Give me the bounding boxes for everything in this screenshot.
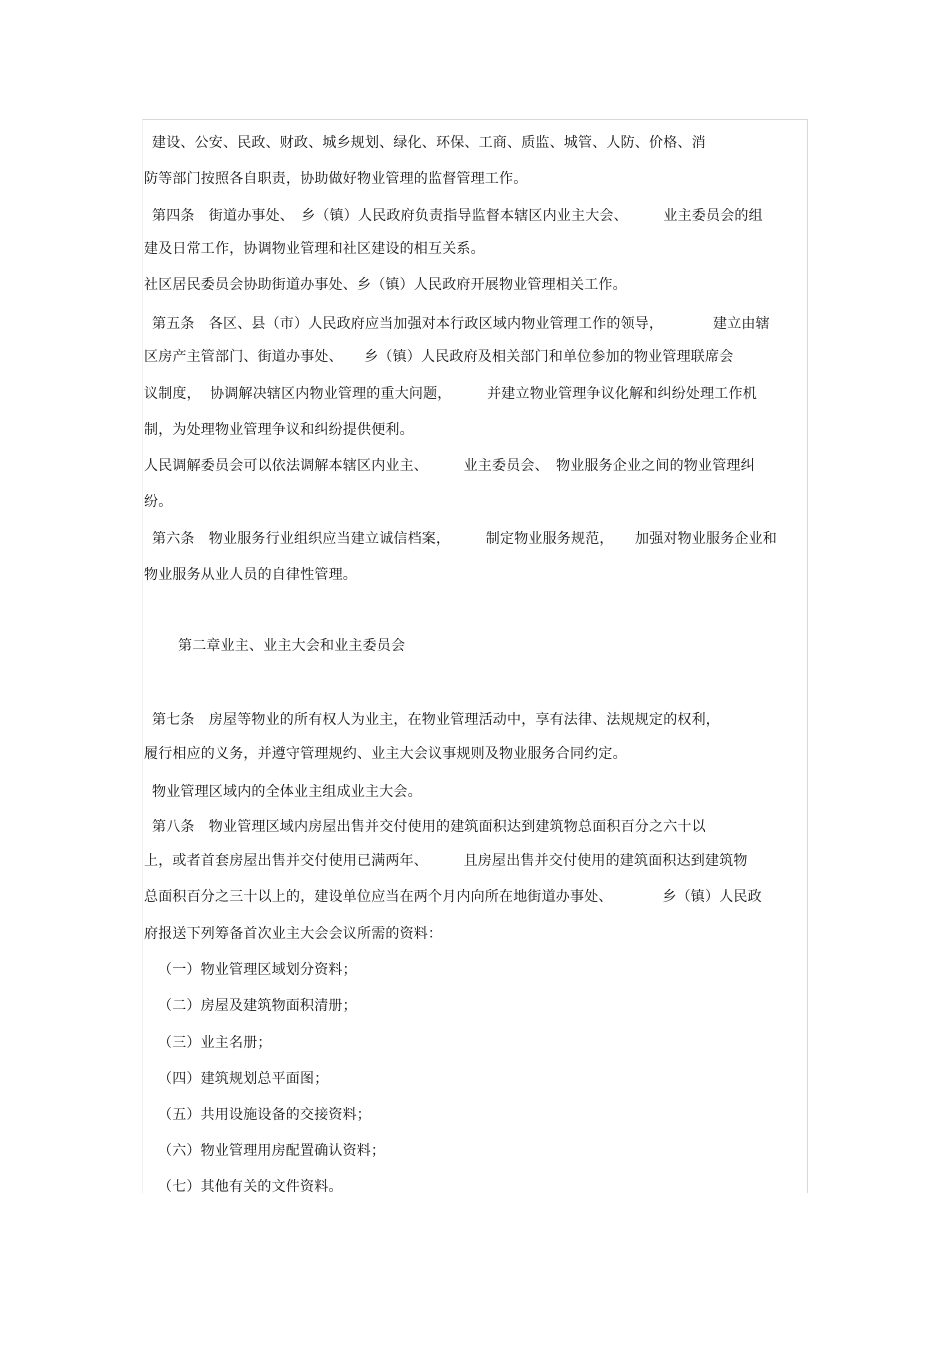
text-line: 物业管理区域内的全体业主组成业主大会。 <box>152 784 422 800</box>
list-item: （五）共用设施设备的交接资料； <box>158 1107 371 1123</box>
text-line: 防等部门按照各自职责，协助做好物业管理的监督管理工作。 <box>144 171 528 187</box>
text-line: 建设、公安、民政、财政、城乡规划、绿化、环保、工商、质监、城管、人防、价格、消 <box>152 135 706 151</box>
list-item: （四）建筑规划总平面图； <box>158 1071 329 1087</box>
text-line: 纷。 <box>144 494 173 510</box>
list-item: （七）其他有关的文件资料。 <box>158 1179 343 1195</box>
article-6-heading: 第六条 物业服务行业组织应当建立诚信档案， 制定物业服务规范， 加强对物业服务企业和 <box>152 531 777 547</box>
text-line: 社区居民委员会协助街道办事处、乡（镇）人民政府开展物业管理相关工作。 <box>144 277 627 293</box>
text-line: 总面积百分之三十以上的，建设单位应当在两个月内向所在地街道办事处、 乡（镇）人民政 <box>144 889 762 905</box>
list-item: （二）房屋及建筑物面积清册； <box>158 998 357 1014</box>
text-line: 物业服务从业人员的自律性管理。 <box>144 567 357 583</box>
text-line: 履行相应的义务，并遵守管理规约、业主大会议事规则及物业服务合同约定。 <box>144 746 627 762</box>
text-line: 议制度， 协调解决辖区内物业管理的重大问题， 并建立物业管理争议化解和纠纷处理工作机 <box>144 386 757 402</box>
list-item: （一）物业管理区域划分资料； <box>158 962 357 978</box>
list-item: （六）物业管理用房配置确认资料； <box>158 1143 386 1159</box>
article-4-heading: 第四条 街道办事处、 乡（镇）人民政府负责指导监督本辖区内业主大会、 业主委员会的组 <box>152 208 763 224</box>
text-line: 建及日常工作，协调物业管理和社区建设的相互关系。 <box>144 241 485 257</box>
article-8-heading: 第八条 物业管理区域内房屋出售并交付使用的建筑面积达到建筑物总面积百分之六十以 <box>152 819 706 835</box>
text-line: 制，为处理物业管理争议和纠纷提供便利。 <box>144 422 414 438</box>
text-line: 区房产主管部门、街道办事处、 乡（镇）人民政府及相关部门和单位参加的物业管理联席会 <box>144 349 734 365</box>
article-7-heading: 第七条 房屋等物业的所有权人为业主，在物业管理活动中，享有法律、法规规定的权利， <box>152 712 720 728</box>
text-line: 上，或者首套房屋出售并交付使用已满两年、 且房屋出售并交付使用的建筑面积达到建筑物 <box>144 853 748 869</box>
text-line: 人民调解委员会可以依法调解本辖区内业主、 业主委员会、 物业服务企业之间的物业管理纠 <box>144 458 755 474</box>
chapter-2-heading: 第二章业主、业主大会和业主委员会 <box>178 638 406 654</box>
article-5-heading: 第五条 各区、县（市）人民政府应当加强对本行政区域内物业管理工作的领导， 建立由辖 <box>152 316 770 332</box>
list-item: （三）业主名册； <box>158 1035 272 1051</box>
text-line: 府报送下列筹备首次业主大会会议所需的资料： <box>144 926 443 942</box>
